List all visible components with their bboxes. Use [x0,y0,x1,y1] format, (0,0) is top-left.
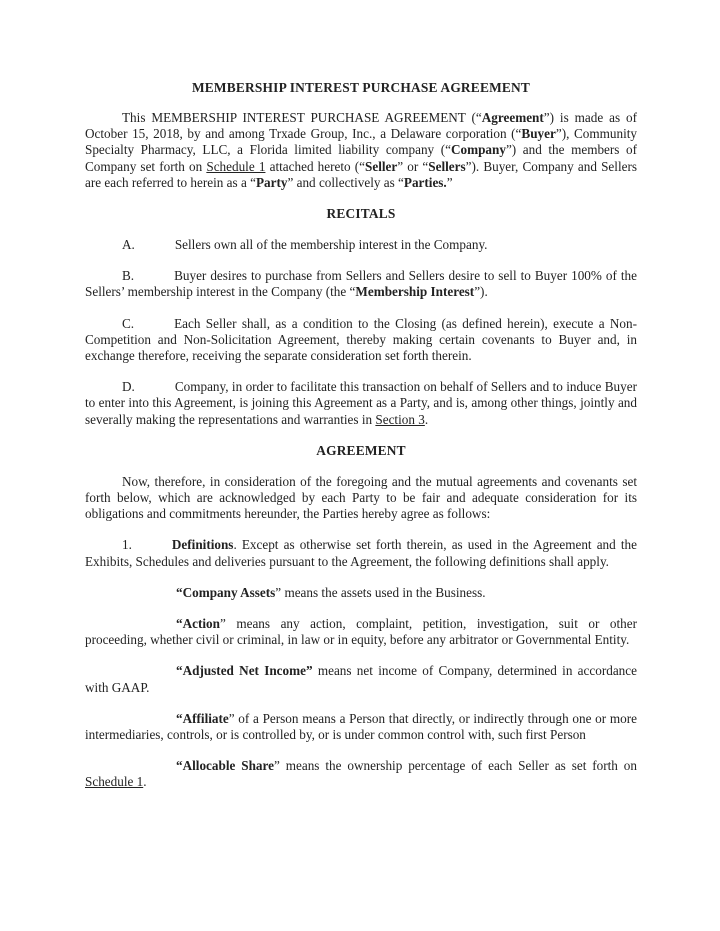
text-run: ” means the ownership percentage of each Seller as set forth on [273,758,637,774]
text-run: Company, in order to facilitate this transaction on behalf of Sellers and to induce Buyer to enter into this Agreement, is joining this Agreement as a Party, and is, among other things, jointly and severally making the representations and warranties in [85,379,637,427]
underlined-reference: Section 3 [375,411,425,427]
underlined-reference: Schedule 1 [206,158,266,174]
defined-term: “Allocable Share [176,758,274,774]
text-run: ” [446,174,453,190]
text-run: Sellers own all of the membership interest in the Company. [174,237,488,253]
defined-term: “Company Assets [176,584,276,600]
defined-term: “Affiliate [176,710,229,726]
recital-d [85,379,637,428]
text-run: . [424,411,429,427]
defined-term: “Action [176,616,220,632]
agreement-heading: AGREEMENT [316,442,406,458]
text-run: ” of a Person means a Person that directly, or indirectly through one or more intermediaries, controls, or is controlled by, or is under common control with, such first Person [85,710,637,743]
text-run: 1. [122,537,132,553]
intro-paragraph [85,110,637,191]
definition-affiliate [85,711,637,743]
text-run: ” means the assets used in the Business. [275,584,486,600]
text-run: Now, therefore, in consideration of the foregoing and the mutual agreements and covenants set forth below, which are acknowledged by each Party to be fair and adequate consideration for its obligations and commitments hereunder, the Parties hereby agree as follows: [85,473,637,522]
text-run: B. [122,268,135,284]
text-run: ”) and the members of Company set forth on [85,142,637,174]
text-run: ”). [474,284,488,300]
defined-term: Agreement [481,110,544,125]
text-run: . [143,774,147,790]
text-run: D. [122,379,135,395]
defined-term: Definitions [171,537,234,553]
defined-term: Sellers [428,158,466,174]
recital-c [85,316,637,365]
defined-term: Company [450,142,506,158]
defined-term: Membership Interest [355,284,475,300]
text-run: This MEMBERSHIP INTEREST PURCHASE AGREEMENT (“ [122,110,482,125]
text-run: ”) is made as of October 15, 2018, by and among Trxade Group, Inc., a Delaware corporation (“ [85,110,637,142]
text-run: ” or “ [397,158,429,174]
text-run: C. [122,315,135,331]
recital-a [85,237,637,253]
text-run: ”). Buyer, Company and Sellers are each referred to herein as a “ [85,158,637,190]
text-run: ”), Community Specialty Pharmacy, LLC, a Florida limited liability company (“ [85,126,637,158]
recital-b [85,268,637,300]
consideration-paragraph [85,474,637,523]
document-body [85,110,637,791]
definition-adjusted-net-income [85,663,637,695]
text-run: ” and collectively as “ [287,174,404,190]
recitals-heading: RECITALS [326,206,396,222]
text-run: . Except as otherwise set forth therein, as used in the Agreement and the Exhibits, Schedules and deliveries pursuant to the Agreement, the following definitions shall apply. [85,537,637,569]
definition-company-assets [85,585,637,601]
text-run: Buyer desires to purchase from Sellers and Sellers desire to sell to Buyer 100% of the Sellers’ membership interest in the Company (the “ [85,268,637,300]
text-run: Each Seller shall, as a condition to the Closing (as defined herein), execute a Non-Competition and Non-Solicitation Agreement, thereby making certain covenants to Buyer and, in exchange therefore, receiving the separate consideration set forth therein. [85,315,637,364]
text-run: ” means any action, complaint, petition, investigation, suit or other proceeding, whether civil or criminal, in law or in equity, before any arbitrator or Governmental Entity. [85,616,637,648]
section-1-definitions [85,537,637,569]
defined-term: “Adjusted Net Income” [176,663,313,679]
defined-term: Parties. [403,174,447,190]
defined-term: Seller [365,158,398,174]
definition-allocable-share [85,758,637,790]
underlined-reference: Schedule 1 [85,774,144,790]
text-run: attached hereto (“ [265,158,366,174]
text-run: A. [122,237,135,253]
text-run: means net income of Company, determined in accordance with GAAP. [85,663,637,695]
document-title: MEMBERSHIP INTEREST PURCHASE AGREEMENT [191,80,531,95]
defined-term: Buyer [521,126,556,142]
definition-action [85,616,637,648]
defined-term: Party [255,174,288,190]
